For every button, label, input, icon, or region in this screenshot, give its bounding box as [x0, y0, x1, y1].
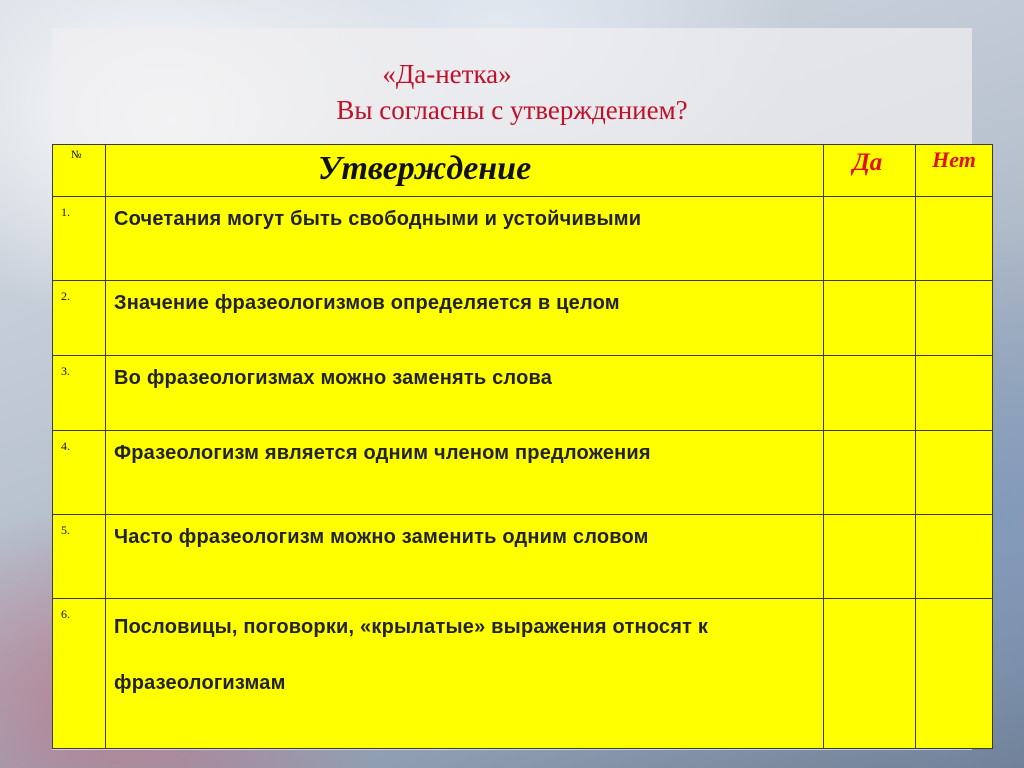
- title-line-2: Вы согласны с утверждением?: [336, 95, 688, 125]
- row-number: 5.: [53, 515, 106, 599]
- row-statement: Фразеологизм является одним членом предложения: [106, 431, 824, 515]
- yes-answer-cell[interactable]: [824, 281, 916, 356]
- table-row: [53, 281, 993, 356]
- title-line-1: «Да-нетка»: [382, 59, 512, 89]
- yes-answer-cell[interactable]: [824, 197, 916, 281]
- no-answer-cell[interactable]: [916, 356, 993, 431]
- slide-title: [52, 56, 972, 128]
- row-number: 1.: [53, 197, 106, 281]
- yes-answer-cell[interactable]: [824, 515, 916, 599]
- row-statement: Во фразеологизмах можно заменять слова: [106, 356, 824, 431]
- table-row: [53, 515, 993, 599]
- header-statement: Утверждение: [106, 145, 824, 197]
- row-statement: Часто фразеологизм можно заменить одним словом: [106, 515, 824, 599]
- no-answer-cell[interactable]: [916, 431, 993, 515]
- row-number: 4.: [53, 431, 106, 515]
- no-answer-cell[interactable]: [916, 281, 993, 356]
- no-answer-cell[interactable]: [916, 599, 993, 749]
- table-header-row: [53, 145, 993, 197]
- header-no: Нет: [916, 145, 993, 197]
- table-row: [53, 197, 993, 281]
- header-num: №: [53, 145, 106, 197]
- no-answer-cell[interactable]: [916, 515, 993, 599]
- yes-answer-cell[interactable]: [824, 599, 916, 749]
- yes-answer-cell[interactable]: [824, 356, 916, 431]
- table-row: [53, 356, 993, 431]
- row-number: 6.: [53, 599, 106, 749]
- row-statement: Значение фразеологизмов определяется в целом: [106, 281, 824, 356]
- row-statement: Сочетания могут быть свободными и устойчивыми: [106, 197, 824, 281]
- yes-answer-cell[interactable]: [824, 431, 916, 515]
- row-statement: Пословицы, поговорки, «крылатые» выражения относят к фразеологизмам: [106, 599, 824, 749]
- row-number: 2.: [53, 281, 106, 356]
- statements-table: [52, 144, 993, 749]
- no-answer-cell[interactable]: [916, 197, 993, 281]
- table-row: [53, 431, 993, 515]
- table-row: [53, 599, 993, 749]
- row-number: 3.: [53, 356, 106, 431]
- header-yes: Да: [824, 145, 916, 197]
